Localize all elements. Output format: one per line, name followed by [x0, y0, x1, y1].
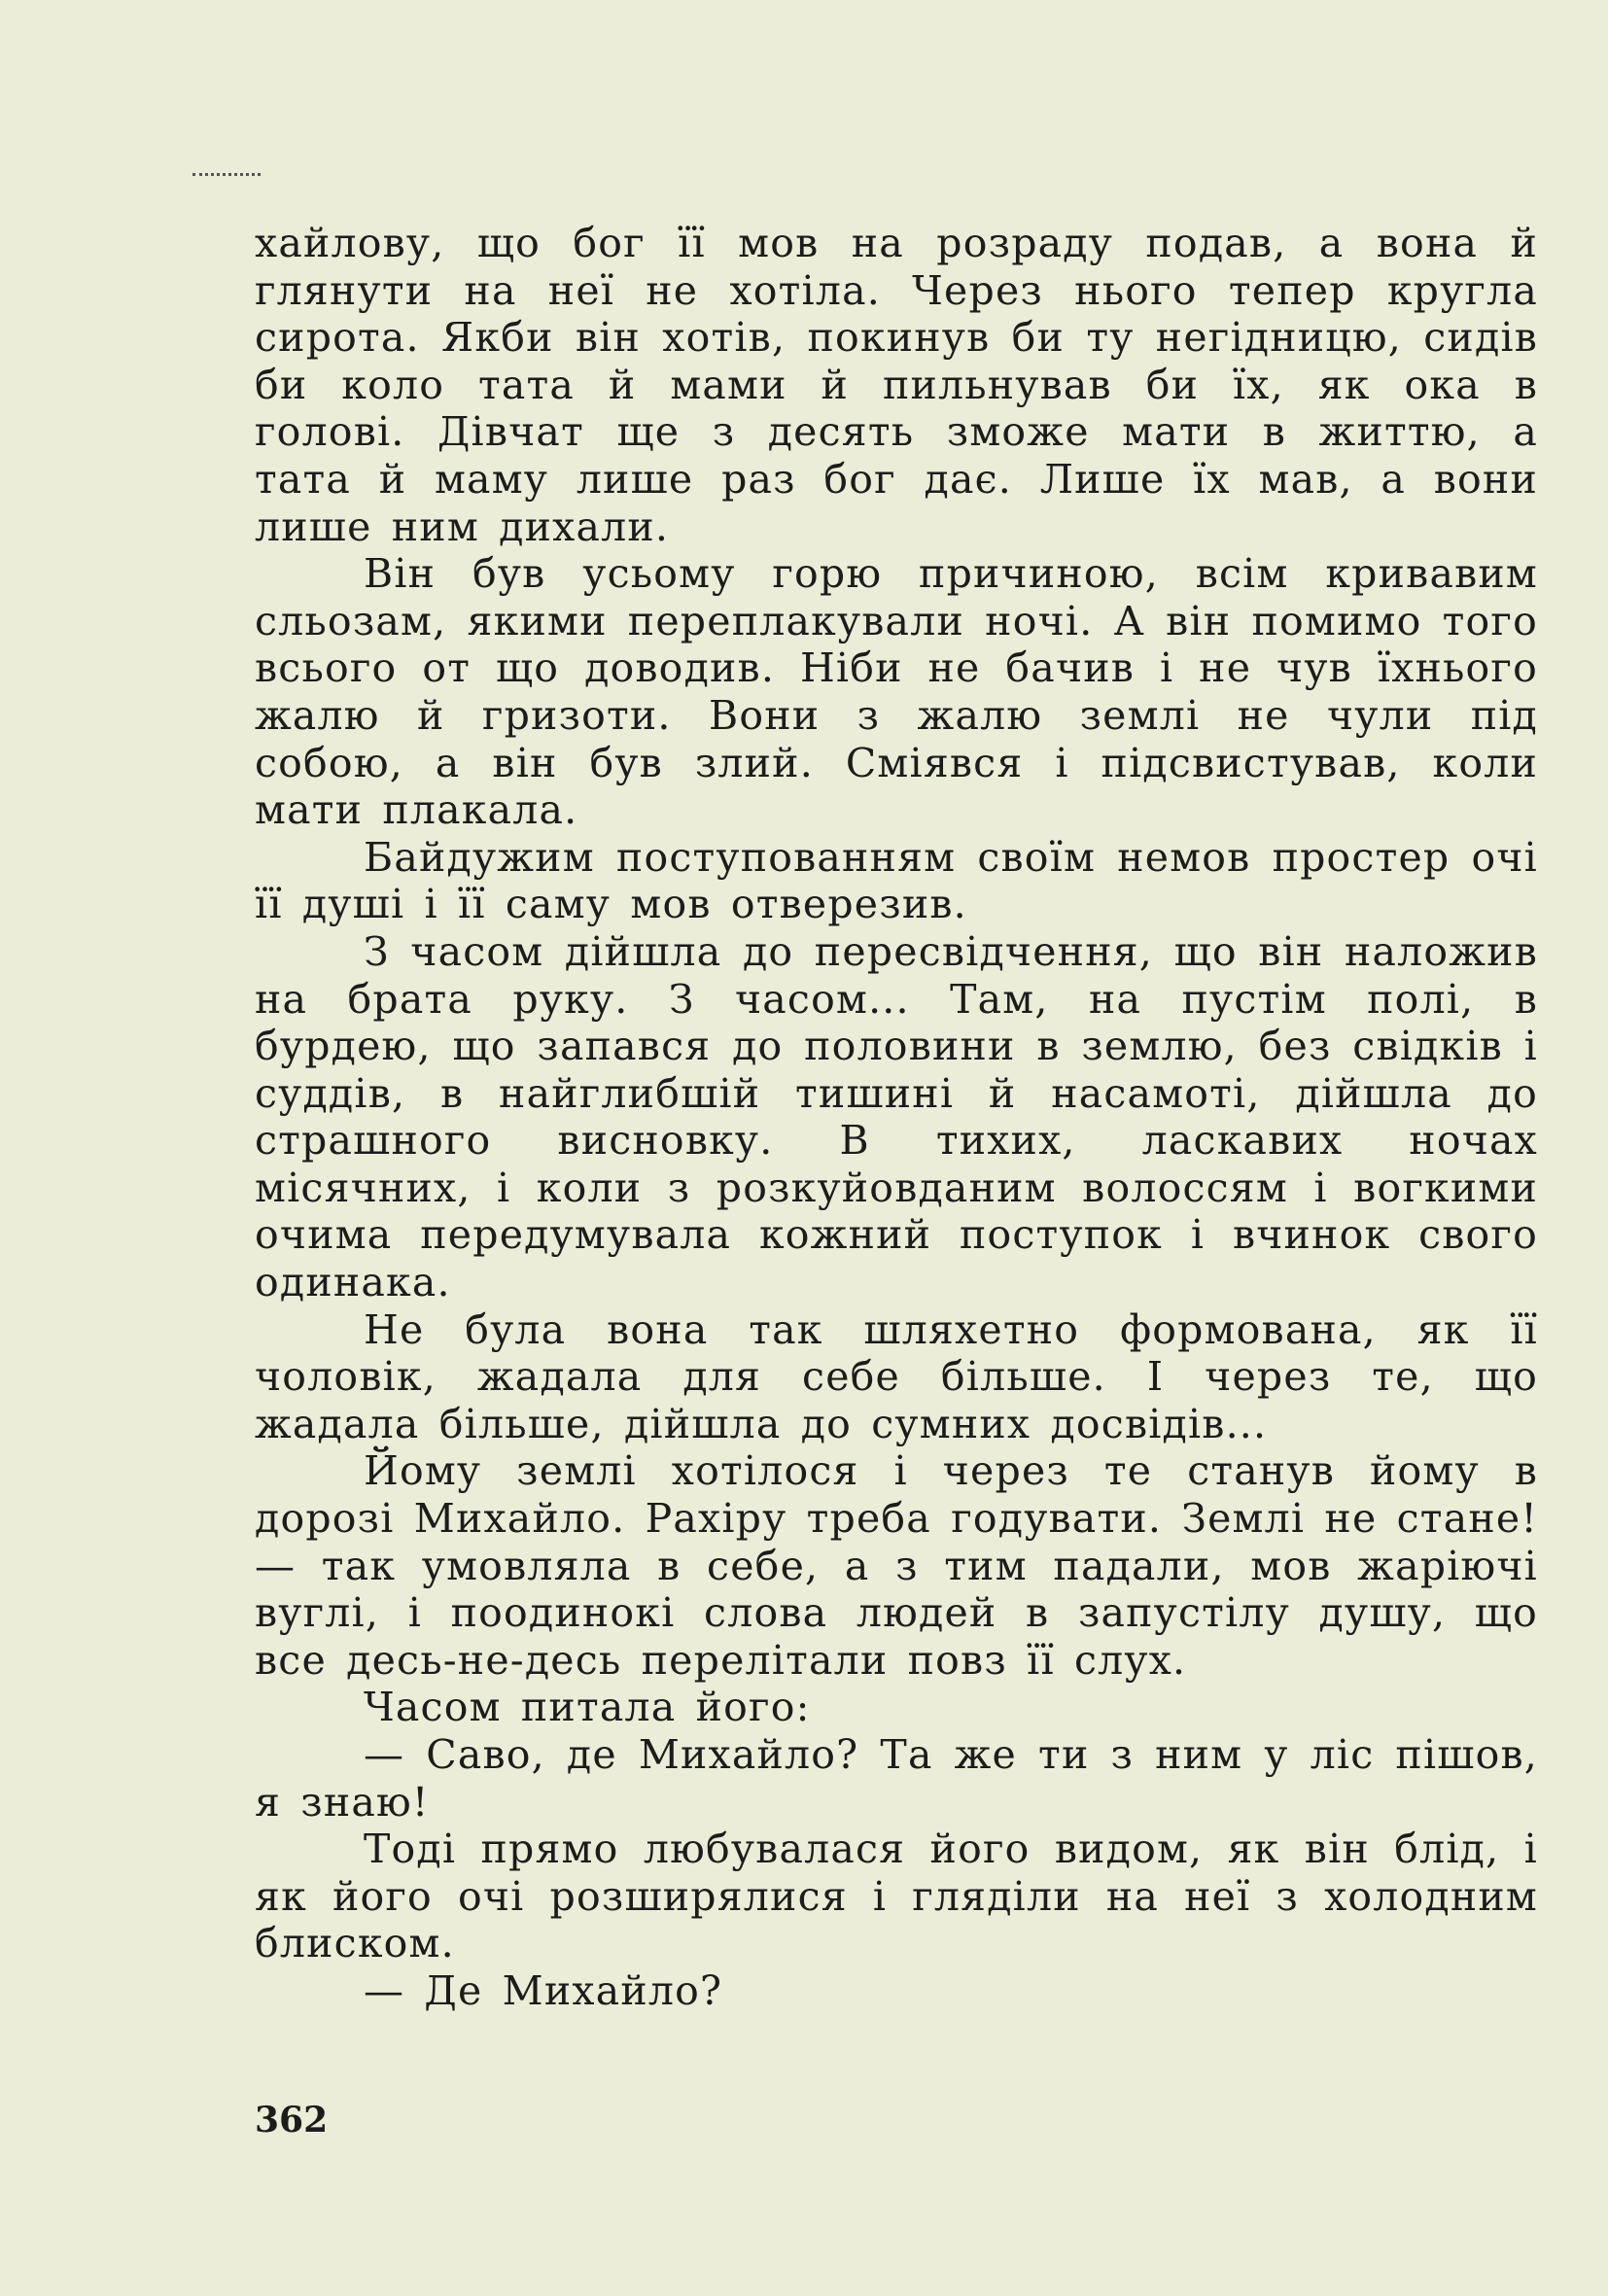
- page-number: 362: [255, 2100, 329, 2140]
- paragraph: Тоді прямо любувалася його видом, як він блід, і як його очі розширялися і гляділи на неї з холодним блиском.: [255, 1826, 1538, 1967]
- paragraph: Байдужим поступованням своїм немов простер очі її душі і її саму мов отверезив.: [255, 833, 1538, 928]
- paragraph: — Саво, де Михайло? Та же ти з ним у ліс пішов, я знаю!: [255, 1731, 1538, 1826]
- paragraph: хайлову, що бог її мов на розраду подав, а вона й глянути на неї не хотіла. Через нього тепер кругла сирота. Якби він хотів, покинув би ту негідницю, сидів би коло тата й мами й пильнував би їх, як ока в голові. Дівчат ще з десять зможе мати в життю, а тата й маму лише раз бог дає. Лише їх мав, а вони лише ним дихали.: [255, 220, 1538, 550]
- paragraph: Йому землі хотілося і через те станув йому в дорозі Михайло. Рахіру треба годувати. Землі не стане! — так умовляла в себе, а з тим падали, мов жаріючі вуглі, і поодинокі слова людей в запустілу душу, що все десь-не-десь перелітали повз її слух.: [255, 1447, 1538, 1684]
- paragraph: — Де Михайло?: [364, 1966, 723, 2014]
- print-mark: [192, 173, 261, 180]
- paragraph: Він був усьому горю причиною, всім кривавим сльозам, якими переплакували ночі. А він помимо того всього от що доводив. Ніби не бачив і не чув їхнього жалю й гризоти. Вони з жалю землі не чули під собою, а він був злий. Сміявся і підсвистував, коли мати плакала.: [255, 550, 1538, 834]
- paragraph: З часом дійшла до пересвідчення, що він наложив на брата руку. З часом... Там, на пустім полі, в бурдею, що запався до половини в землю, без свідків і суддів, в найглибшій тишині й насамоті, дійшла до страшного висновку. В тихих, ласкавих ночах місячних, і коли з розкуйовданим волоссям і вогкими очима передумувала кожний поступок і вчинок свого одинака.: [255, 927, 1538, 1306]
- paragraph: Не була вона так шляхетно формована, як її чоловік, жадала для себе більше. І через те, що жадала більше, дійшла до сумних досвідів...: [255, 1305, 1538, 1447]
- paragraph: Часом питала його:: [364, 1684, 811, 1731]
- body-text: [255, 220, 1538, 2015]
